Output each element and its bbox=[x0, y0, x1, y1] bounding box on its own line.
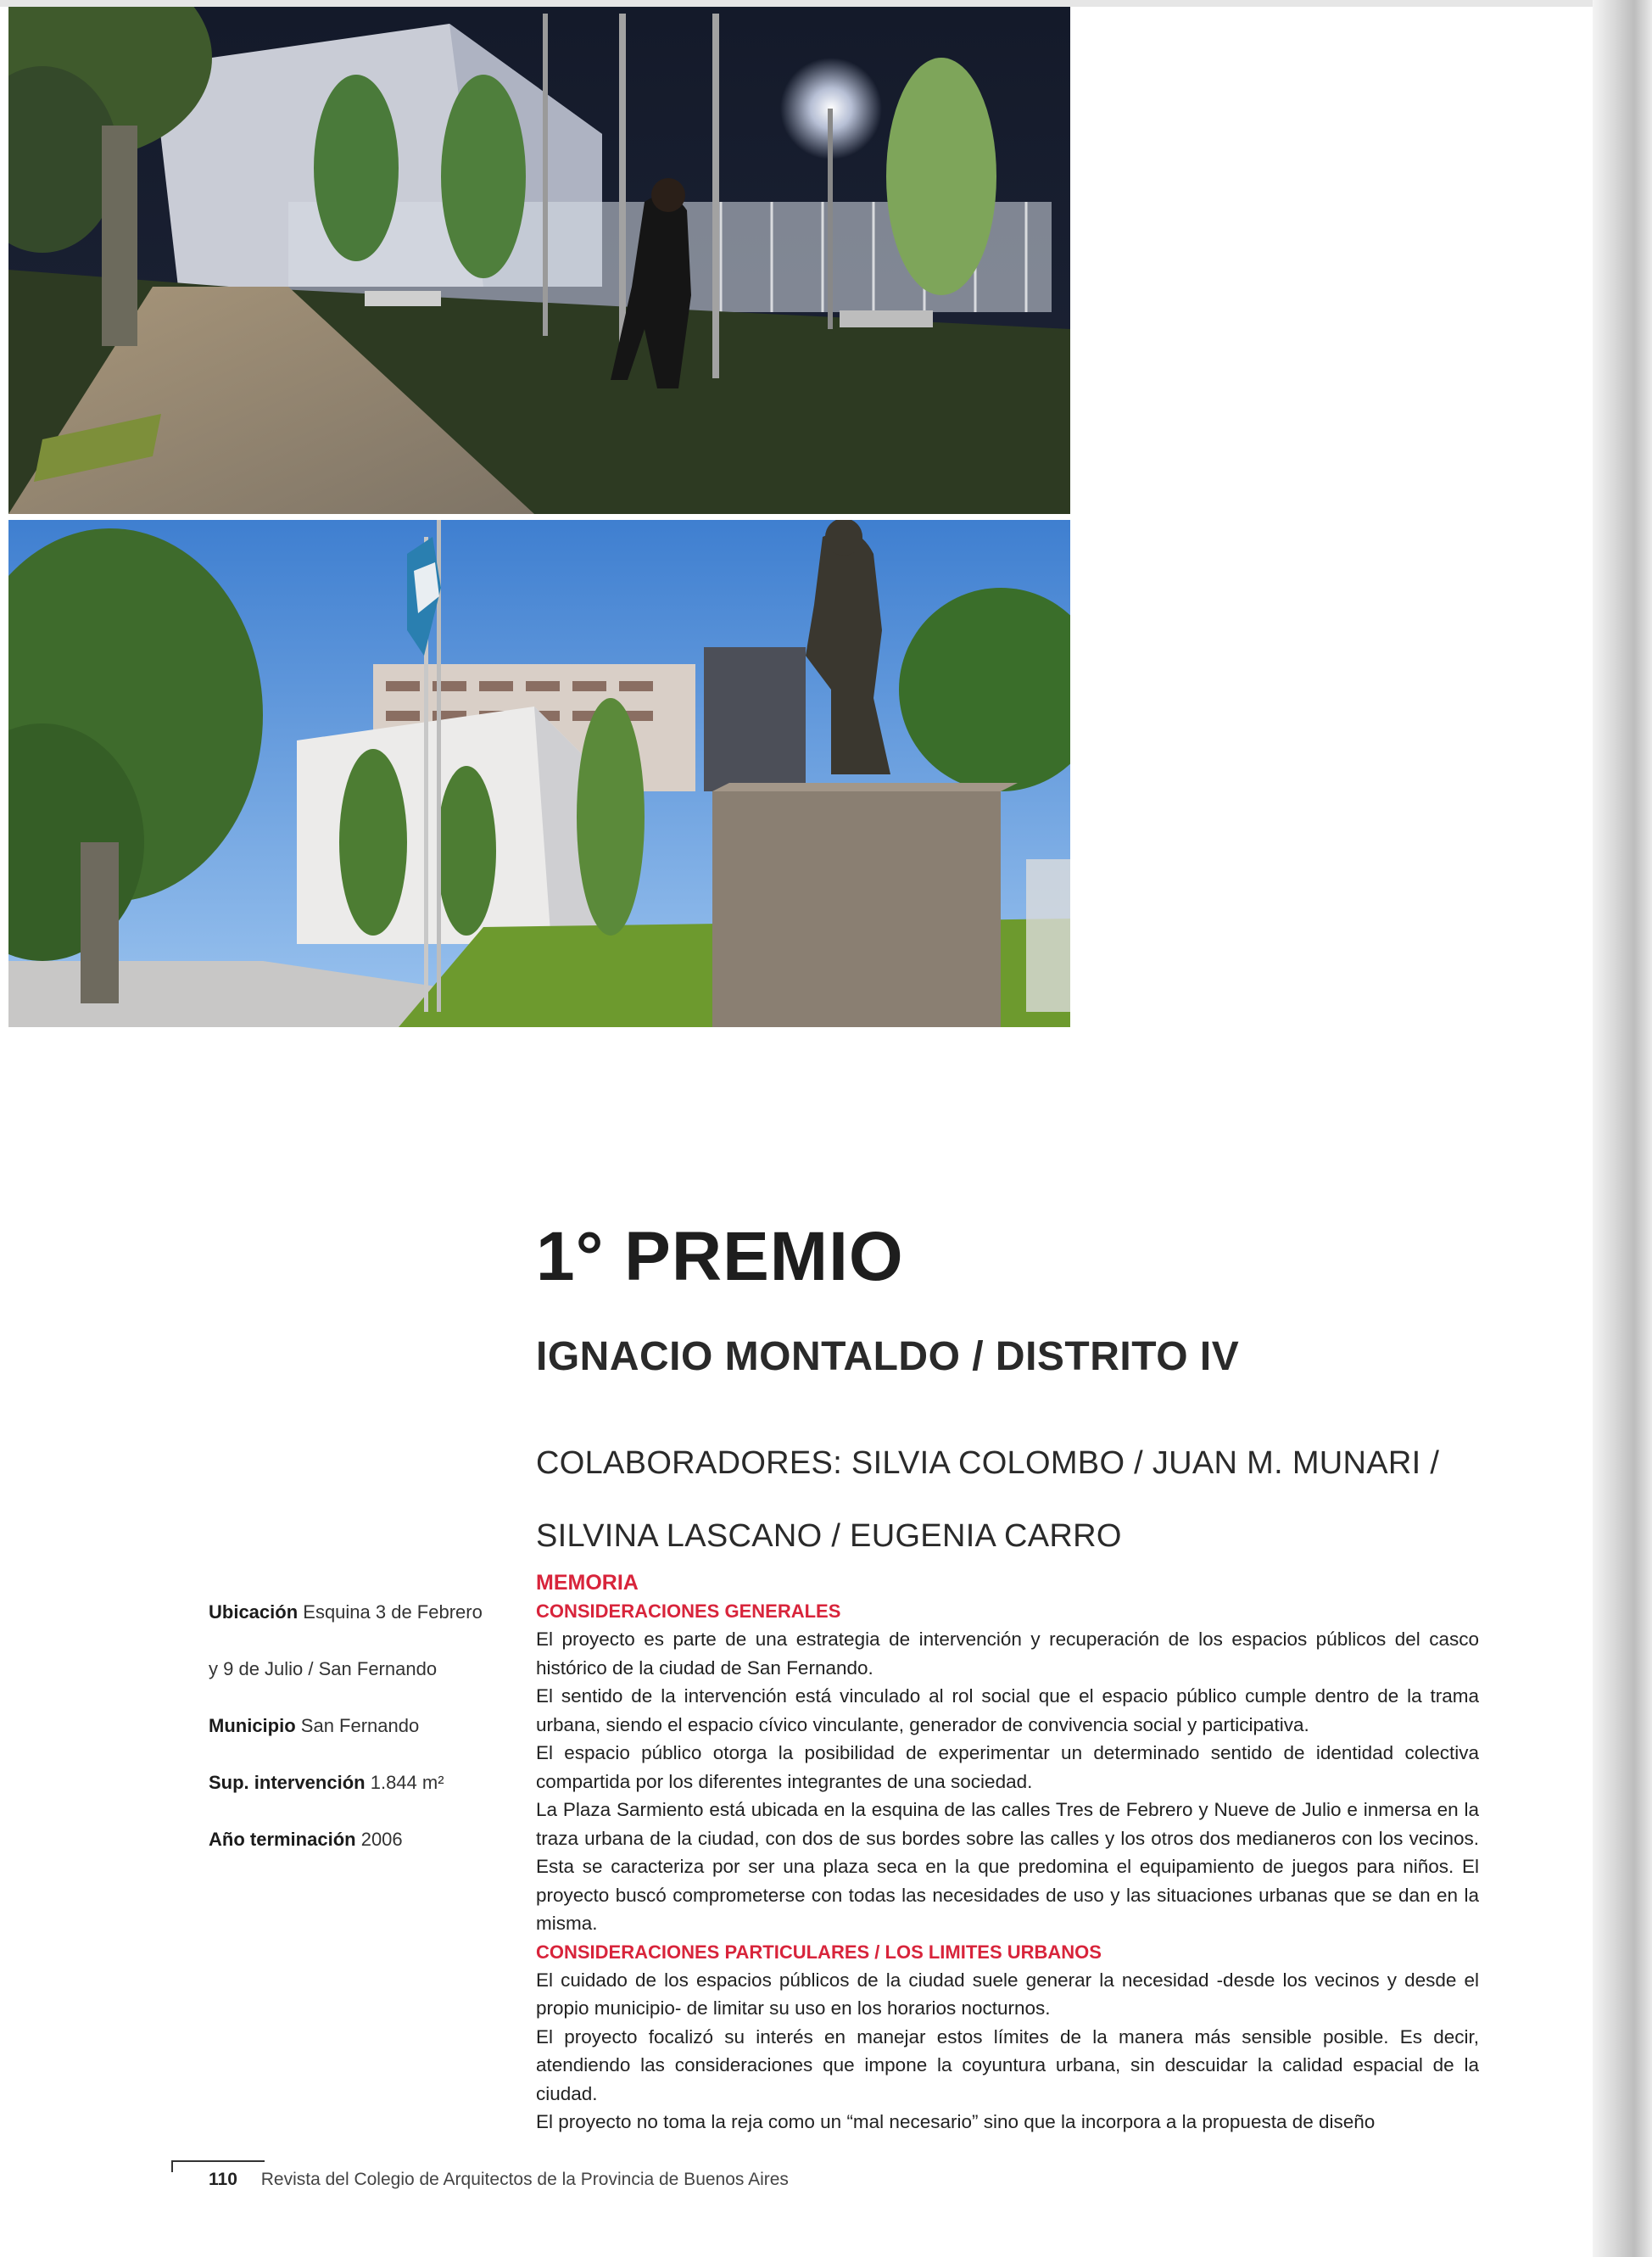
project-facts bbox=[209, 1601, 514, 1885]
paragraph: El cuidado de los espacios públicos de la ciudad suele generar la necesidad -desde los vecinos y desde el propio municipio- de limitar su uso en los horarios nocturnos. bbox=[536, 1969, 1479, 2019]
memoria-text bbox=[536, 1569, 1479, 2137]
paragraph: El proyecto no toma la reja como un “mal necesario” sino que la incorpora a la propuesta de diseño bbox=[536, 2111, 1376, 2132]
fact-label: Ubicación bbox=[209, 1601, 299, 1623]
fact-label: Municipio bbox=[209, 1715, 296, 1736]
section-particular-heading: CONSIDERACIONES PARTICULARES / LOS LIMITES URBANOS bbox=[536, 1941, 1102, 1963]
fact-value: y 9 de Julio / San Fernando bbox=[209, 1658, 438, 1679]
day-plaza-illustration bbox=[8, 520, 1070, 1027]
fact-label: Año terminación bbox=[209, 1829, 356, 1850]
night-plaza-illustration bbox=[8, 7, 1070, 514]
publication-name: Revista del Colegio de Arquitectos de la Provincia de Buenos Aires bbox=[260, 2170, 789, 2189]
paragraph: El espacio público otorga la posibilidad de experimentar un determinado sentido de identidad colectiva compartida por los diferentes integrantes de una sociedad. bbox=[536, 1742, 1479, 1792]
paragraph: El proyecto es parte de una estrategia de intervención y recuperación de los espacios públicos del casco histórico de la ciudad de San Fernando. bbox=[536, 1629, 1479, 1679]
night-plaza-photo bbox=[8, 7, 1070, 514]
fact-value: 1.844 m² bbox=[370, 1772, 444, 1793]
fact-location-cont bbox=[209, 1658, 514, 1715]
section-general-heading: CONSIDERACIONES GENERALES bbox=[536, 1601, 841, 1622]
fact-location bbox=[209, 1601, 514, 1658]
fact-value: San Fernando bbox=[300, 1715, 420, 1736]
footer-tick bbox=[171, 2160, 173, 2172]
memoria-heading: MEMORIA bbox=[536, 1571, 639, 1595]
fact-area bbox=[209, 1772, 514, 1829]
paragraph: La Plaza Sarmiento está ubicada en la esquina de las calles Tres de Febrero y Nueve de Julio e inmersa en la traza urbana de la ciudad, con dos de sus bordes sobre las calles y los otros dos medianeros con los vecinos. Esta se caracteriza por ser una plaza seca en la que predomina el equipamiento de juegos para niños. El proyecto buscó comprometerse con todas las necesidades de uso y las situaciones urbanas que se dan en la misma. bbox=[536, 1799, 1479, 1934]
collaborators-line-1: COLABORADORES: SILVIA COLOMBO / JUAN M. MUNARI / bbox=[536, 1445, 1440, 1481]
fact-value: Esquina 3 de Febrero bbox=[303, 1601, 483, 1623]
fact-label: Sup. intervención bbox=[209, 1772, 366, 1793]
fact-value: 2006 bbox=[360, 1829, 403, 1850]
fact-municipality bbox=[209, 1715, 514, 1772]
day-plaza-statue-photo bbox=[8, 520, 1070, 1027]
footer-rule bbox=[171, 2160, 265, 2162]
fact-year bbox=[209, 1829, 514, 1885]
collaborators bbox=[536, 1427, 1439, 1573]
paragraph: El sentido de la intervención está vinculado al rol social que el espacio público cumple dentro de la trama urbana, siendo el espacio cívico vinculante, generador de convivencia social y participativa. bbox=[536, 1685, 1479, 1735]
paragraph: El proyecto focalizó su interés en manejar estos límites de la manera más sensible posible. Es decir, atendiendo las consideraciones que impone la coyuntura urbana, sin descuidar la calidad espacial de la ciudad. bbox=[536, 2025, 1479, 2104]
page-number: 110 bbox=[209, 2170, 237, 2189]
collaborators-line-2: SILVINA LASCANO / EUGENIA CARRO bbox=[536, 1518, 1122, 1554]
page-footer bbox=[209, 2170, 789, 2190]
binding-edge bbox=[1593, 0, 1652, 2257]
author-subtitle: IGNACIO MONTALDO / DISTRITO IV bbox=[536, 1334, 1240, 1379]
award-title: 1° PREMIO bbox=[536, 1218, 904, 1295]
page-top-strip bbox=[0, 0, 1652, 7]
